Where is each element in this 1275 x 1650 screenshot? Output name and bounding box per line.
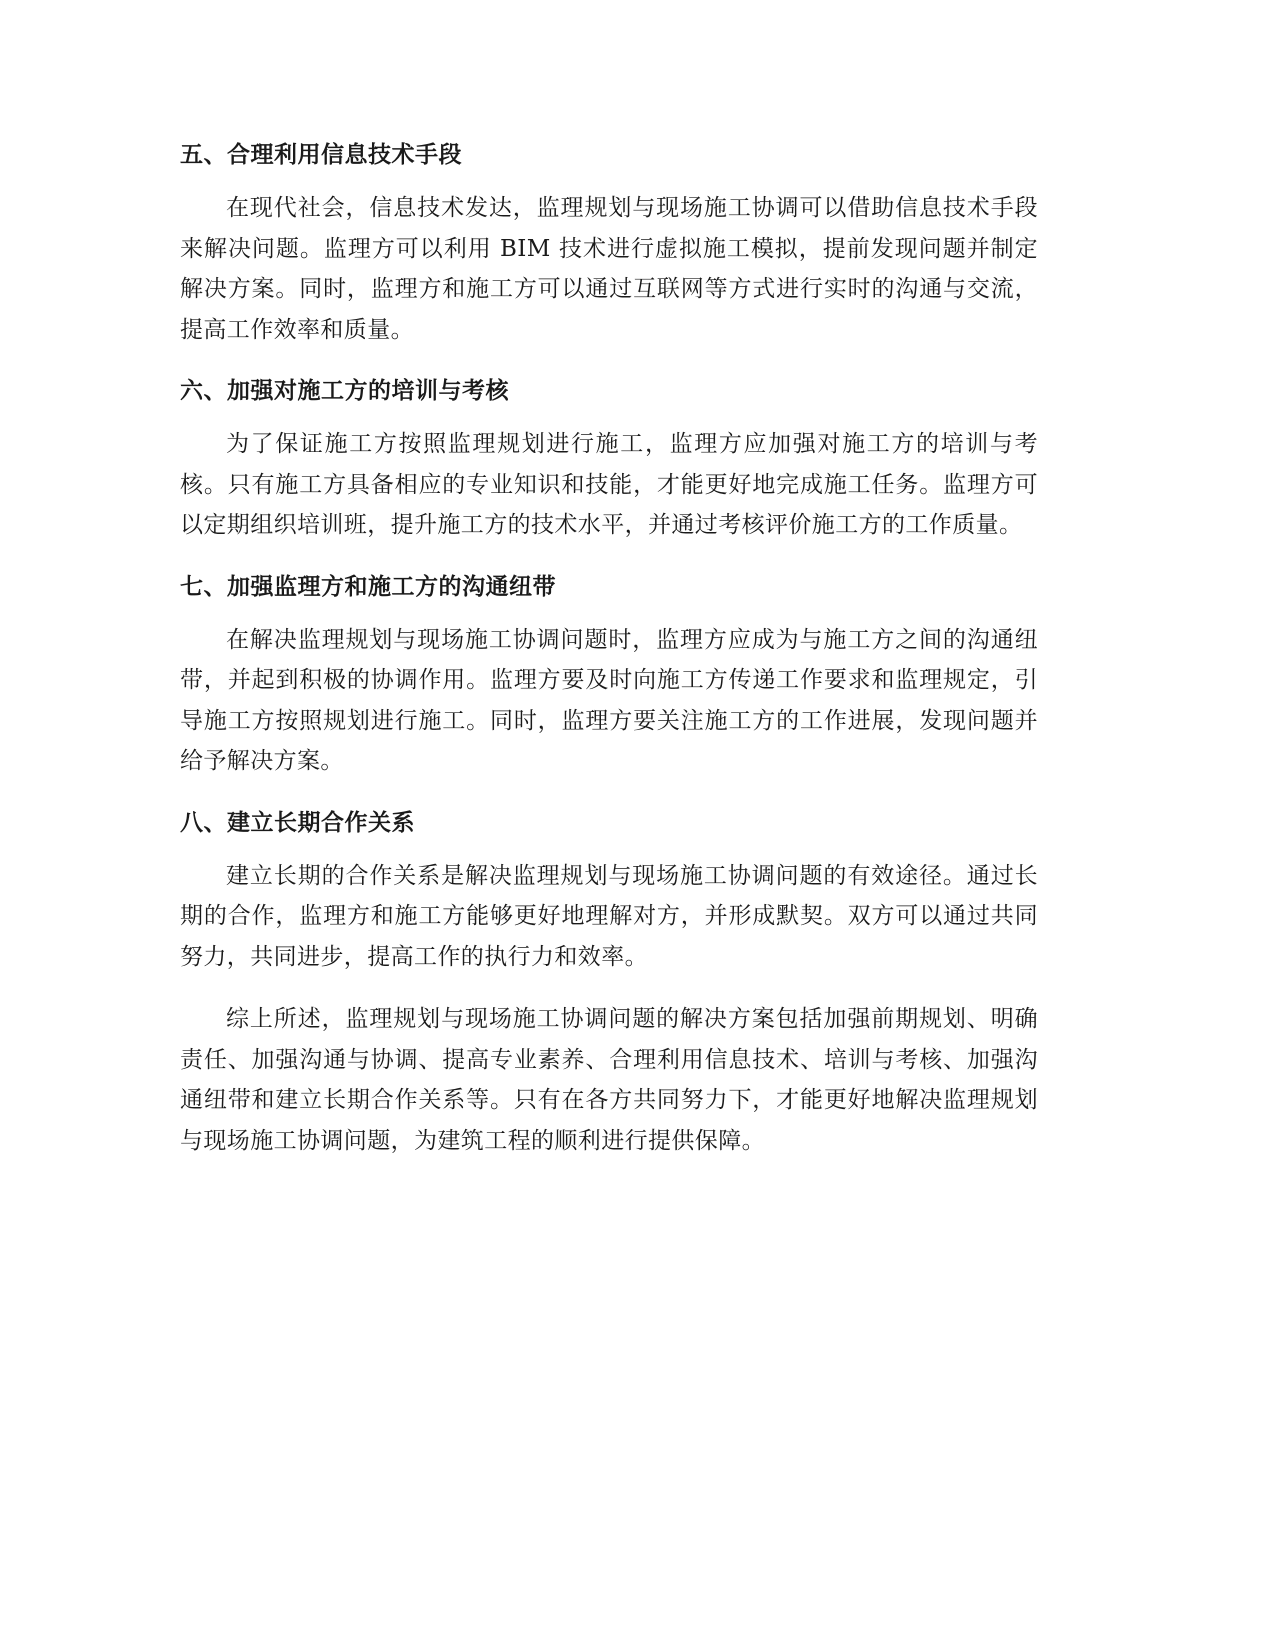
section-5 [180, 138, 1038, 350]
section-heading: 六、加强对施工方的培训与考核 [180, 378, 509, 404]
section-8 [180, 806, 1038, 1162]
conclusion-paragraph: 综上所述，监理规划与现场施工协调问题的解决方案包括加强前期规划、明确责任、加强沟通与协调、提高专业素养、合理利用信息技术、培训与考核、加强沟通纽带和建立长期合作关系等。只有在各方共同努力下，才能更好地解决监理规划与现场施工协调问题，为建筑工程的顺利进行提供保障。 [180, 1006, 1038, 1154]
document-page [180, 138, 1038, 1183]
section-heading: 五、合理利用信息技术手段 [180, 142, 462, 168]
paragraph: 在现代社会，信息技术发达，监理规划与现场施工协调可以借助信息技术手段来解决问题。监理方可以利用 BIM 技术进行虚拟施工模拟，提前发现问题并制定解决方案。同时，监理方和施工方可以通过互联网等方式进行实时的沟通与交流，提高工作效率和质量。 [180, 195, 1038, 343]
paragraph: 建立长期的合作关系是解决监理规划与现场施工协调问题的有效途径。通过长期的合作，监理方和施工方能够更好地理解对方，并形成默契。双方可以通过共同努力，共同进步，提高工作的执行力和效率。 [180, 862, 1038, 970]
section-heading: 七、加强监理方和施工方的沟通纽带 [180, 573, 556, 600]
paragraph: 为了保证施工方按照监理规划进行施工，监理方应加强对施工方的培训与考核。只有施工方具备相应的专业知识和技能，才能更好地完成施工任务。监理方可以定期组织培训班，提升施工方的技术水平，并通过考核评价施工方的工作质量。 [180, 431, 1038, 538]
paragraph: 在解决监理规划与现场施工协调问题时，监理方应成为与施工方之间的沟通纽带，并起到积极的协调作用。监理方要及时向施工方传递工作要求和监理规定，引导施工方按照规划进行施工。同时，监理方要关注施工方的工作进展，发现问题并给予解决方案。 [180, 626, 1038, 774]
section-heading: 八、建立长期合作关系 [180, 809, 415, 836]
section-7 [180, 570, 1038, 782]
section-6 [180, 374, 1038, 546]
